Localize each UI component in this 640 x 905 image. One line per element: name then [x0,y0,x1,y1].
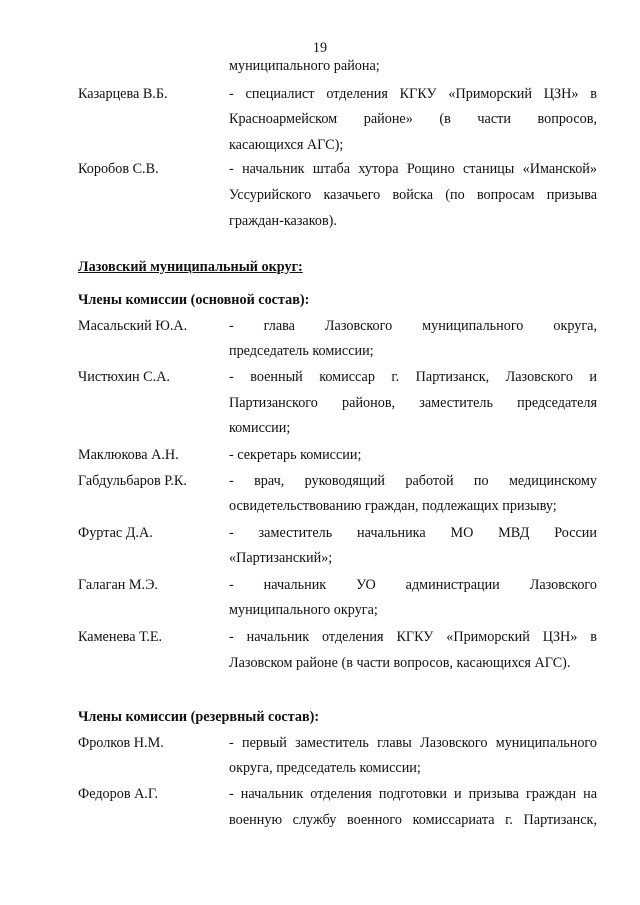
member-name: Каменева Т.Е. [78,629,163,645]
member-role-line: - начальник отделения КГКУ «Приморский ЦЗН» в [229,629,597,645]
main-members-heading: Члены комиссии (основной состав): [78,292,310,308]
member-role-line: Уссурийского казачьего войска (по вопросам призыва [229,187,597,203]
member-role-line: - секретарь комиссии; [229,447,362,463]
member-role-line: - специалист отделения КГКУ «Приморский ЦЗН» в [229,86,597,102]
member-role-line: «Партизанский»; [229,550,333,566]
member-role-line: военную службу военного комиссариата г. Партизанск, [229,812,597,828]
member-role-line: - первый заместитель главы Лазовского муниципального [229,735,597,751]
member-role-line: - военный комиссар г. Партизанск, Лазовского и [229,369,597,385]
member-name: Масальский Ю.А. [78,318,188,334]
member-role-line: - глава Лазовского муниципального округа, [229,318,597,334]
member-role-line: округа, председатель комиссии; [229,760,421,776]
member-role-line: граждан-казаков). [229,213,337,229]
member-name: Чистюхин С.А. [78,369,170,385]
member-name: Коробов С.В. [78,161,159,177]
member-role-line: председатель комиссии; [229,343,374,359]
member-role-line: - врач, руководящий работой по медицинскому [229,473,597,489]
member-name: Маклюкова А.Н. [78,447,179,463]
member-role-line: муниципального округа; [229,602,378,618]
member-role-line: касающихся АГС); [229,137,344,153]
member-role-line: Лазовском районе (в части вопросов, касающихся АГС). [229,655,571,671]
section-title: Лазовский муниципальный округ: [78,259,303,275]
member-role-line: Партизанского районов, заместитель председателя [229,395,597,411]
member-role-line: освидетельствованию граждан, подлежащих призыву; [229,498,557,514]
member-name: Габдульбаров Р.К. [78,473,187,489]
member-role-line: Красноармейском районе» (в части вопросов, [229,111,597,127]
member-name: Фролков Н.М. [78,735,164,751]
member-name: Галаган М.Э. [78,577,158,593]
member-role-line: - заместитель начальника МО МВД России [229,525,597,541]
member-name: Федоров А.Г. [78,786,159,802]
member-role-line: комиссии; [229,420,291,436]
member-role-line: - начальник отделения подготовки и призыва граждан на [229,786,597,802]
continuation-line: муниципального района; [229,58,380,74]
member-name: Фуртас Д.А. [78,525,153,541]
page-number: 19 [312,40,328,56]
member-name: Казарцева В.Б. [78,86,168,102]
member-role-line: - начальник УО администрации Лазовского [229,577,597,593]
reserve-members-heading: Члены комиссии (резервный состав): [78,709,320,725]
member-role-line: - начальник штаба хутора Рощино станицы «Иманской» [229,161,597,177]
